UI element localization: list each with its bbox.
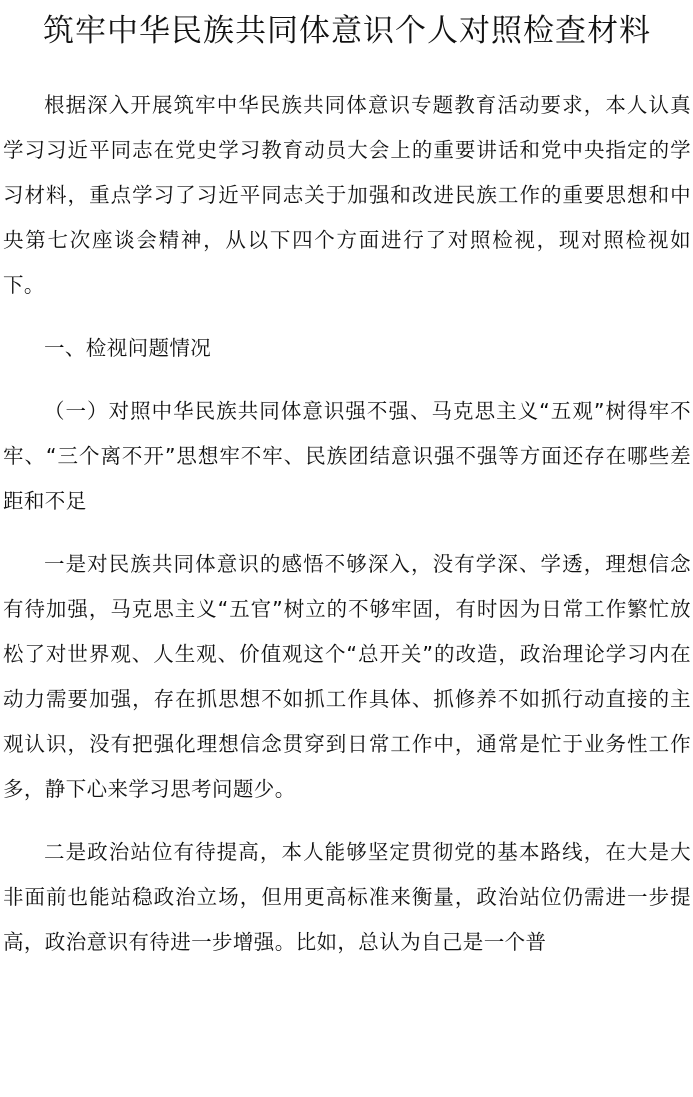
subsection-heading: （一）对照中华民族共同体意识强不强、马克思主义“五观”树得牢不牢、“三个离不开”思想牢不牢、民族团结意识强不强等方面还存在哪些差距和不足 <box>3 399 691 513</box>
point-two-paragraph: 二是政治站位有待提高，本人能够坚定贯彻党的基本路线，在大是大非面前也能站稳政治立场，但用更高标准来衡量，政治站位仍需进一步提高，政治意识有待进一步增强。比如，总认为自己是一个普 <box>3 840 691 954</box>
document-body <box>3 83 691 965</box>
document-title: 筑牢中华民族共同体意识个人对照检查材料 <box>43 13 651 49</box>
point-one-paragraph: 一是对民族共同体意识的感悟不够深入，没有学深、学透，理想信念有待加强，马克思主义“五官”树立的不够牢固，有时因为日常工作繁忙放松了对世界观、人生观、价值观这个“总开关”的改造，政治理论学习内在动力需要加强，存在抓思想不如抓工作具体、抓修养不如抓行动直接的主观认识，没有把强化理想信念贯穿到日常工作中，通常是忙于业务性工作多，静下心来学习思考问题少。 <box>3 552 691 801</box>
intro-paragraph: 根据深入开展筑牢中华民族共同体意识专题教育活动要求，本人认真学习习近平同志在党史学习教育动员大会上的重要讲话和党中央指定的学习材料，重点学习了习近平同志关于加强和改进民族工作的重要思想和中央第七次座谈会精神，从以下四个方面进行了对照检视，现对照检视如下。 <box>3 93 691 297</box>
section-heading: 一、检视问题情况 <box>44 336 212 360</box>
